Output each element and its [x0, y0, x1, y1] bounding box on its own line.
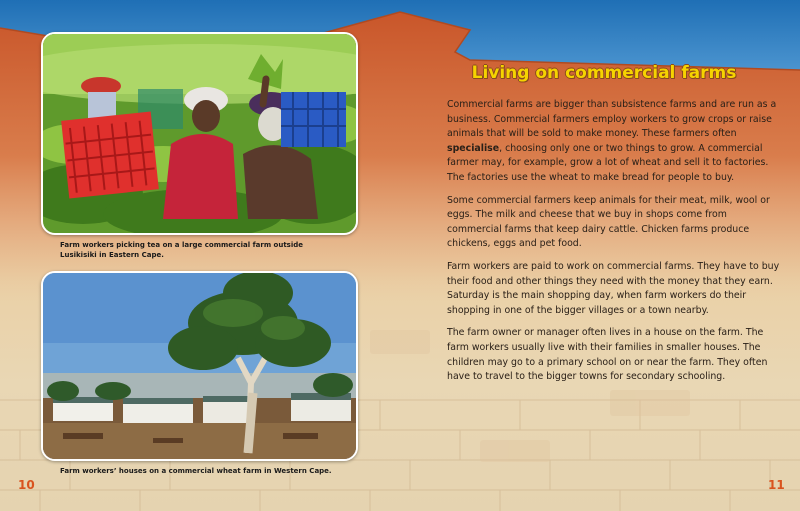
photo1-caption: Farm workers picking tea on a large commercial farm outside Lusikisiki in Eastern Cape.: [60, 241, 304, 259]
body-text: [447, 98, 782, 393]
page-number-right: 11: [768, 478, 785, 492]
paragraph-4: The farm owner or manager often lives in a house on the farm. The farm workers usually live with their families in smaller houses. The children may go to a primary school on or near the farm. They often have to travel to the bigger towns for secondary schooling.: [447, 327, 768, 383]
page-number-left: 10: [18, 478, 35, 492]
page-title: Living on commercial farms: [471, 63, 737, 83]
paragraph-2: Some commercial farmers keep animals for their meat, milk, wool or eggs. The milk and cheese that we buy in shops come from commercial farms that keep dairy cattle. Chicken farms produce chickens, eggs and pet food.: [447, 194, 770, 250]
paragraph-3: Farm workers are paid to work on commercial farms. They have to buy their food and other things they need with the money that they earn. Saturday is the main shopping day, when farm workers do their shopping in one of the bigger villages or a town nearby.: [447, 260, 780, 316]
photo-farm-houses: [41, 271, 358, 461]
emphasis-specialise: specialise: [447, 142, 500, 154]
photo2-caption: Farm workers’ houses on a commercial wheat farm in Western Cape.: [60, 467, 332, 475]
photo-tea-pickers: [41, 32, 358, 235]
paragraph-1: Commercial farms are bigger than subsistence farms and are run as a business. Commercial farmers employ workers to grow crops or raise animals that will be sold to make money. These farmers often specialise, choosing only one or two things to grow. A commercial farmer may, for example, grow a lot of wheat and sell it to factories. The factories use the wheat to make bread for people to buy.: [447, 99, 777, 183]
